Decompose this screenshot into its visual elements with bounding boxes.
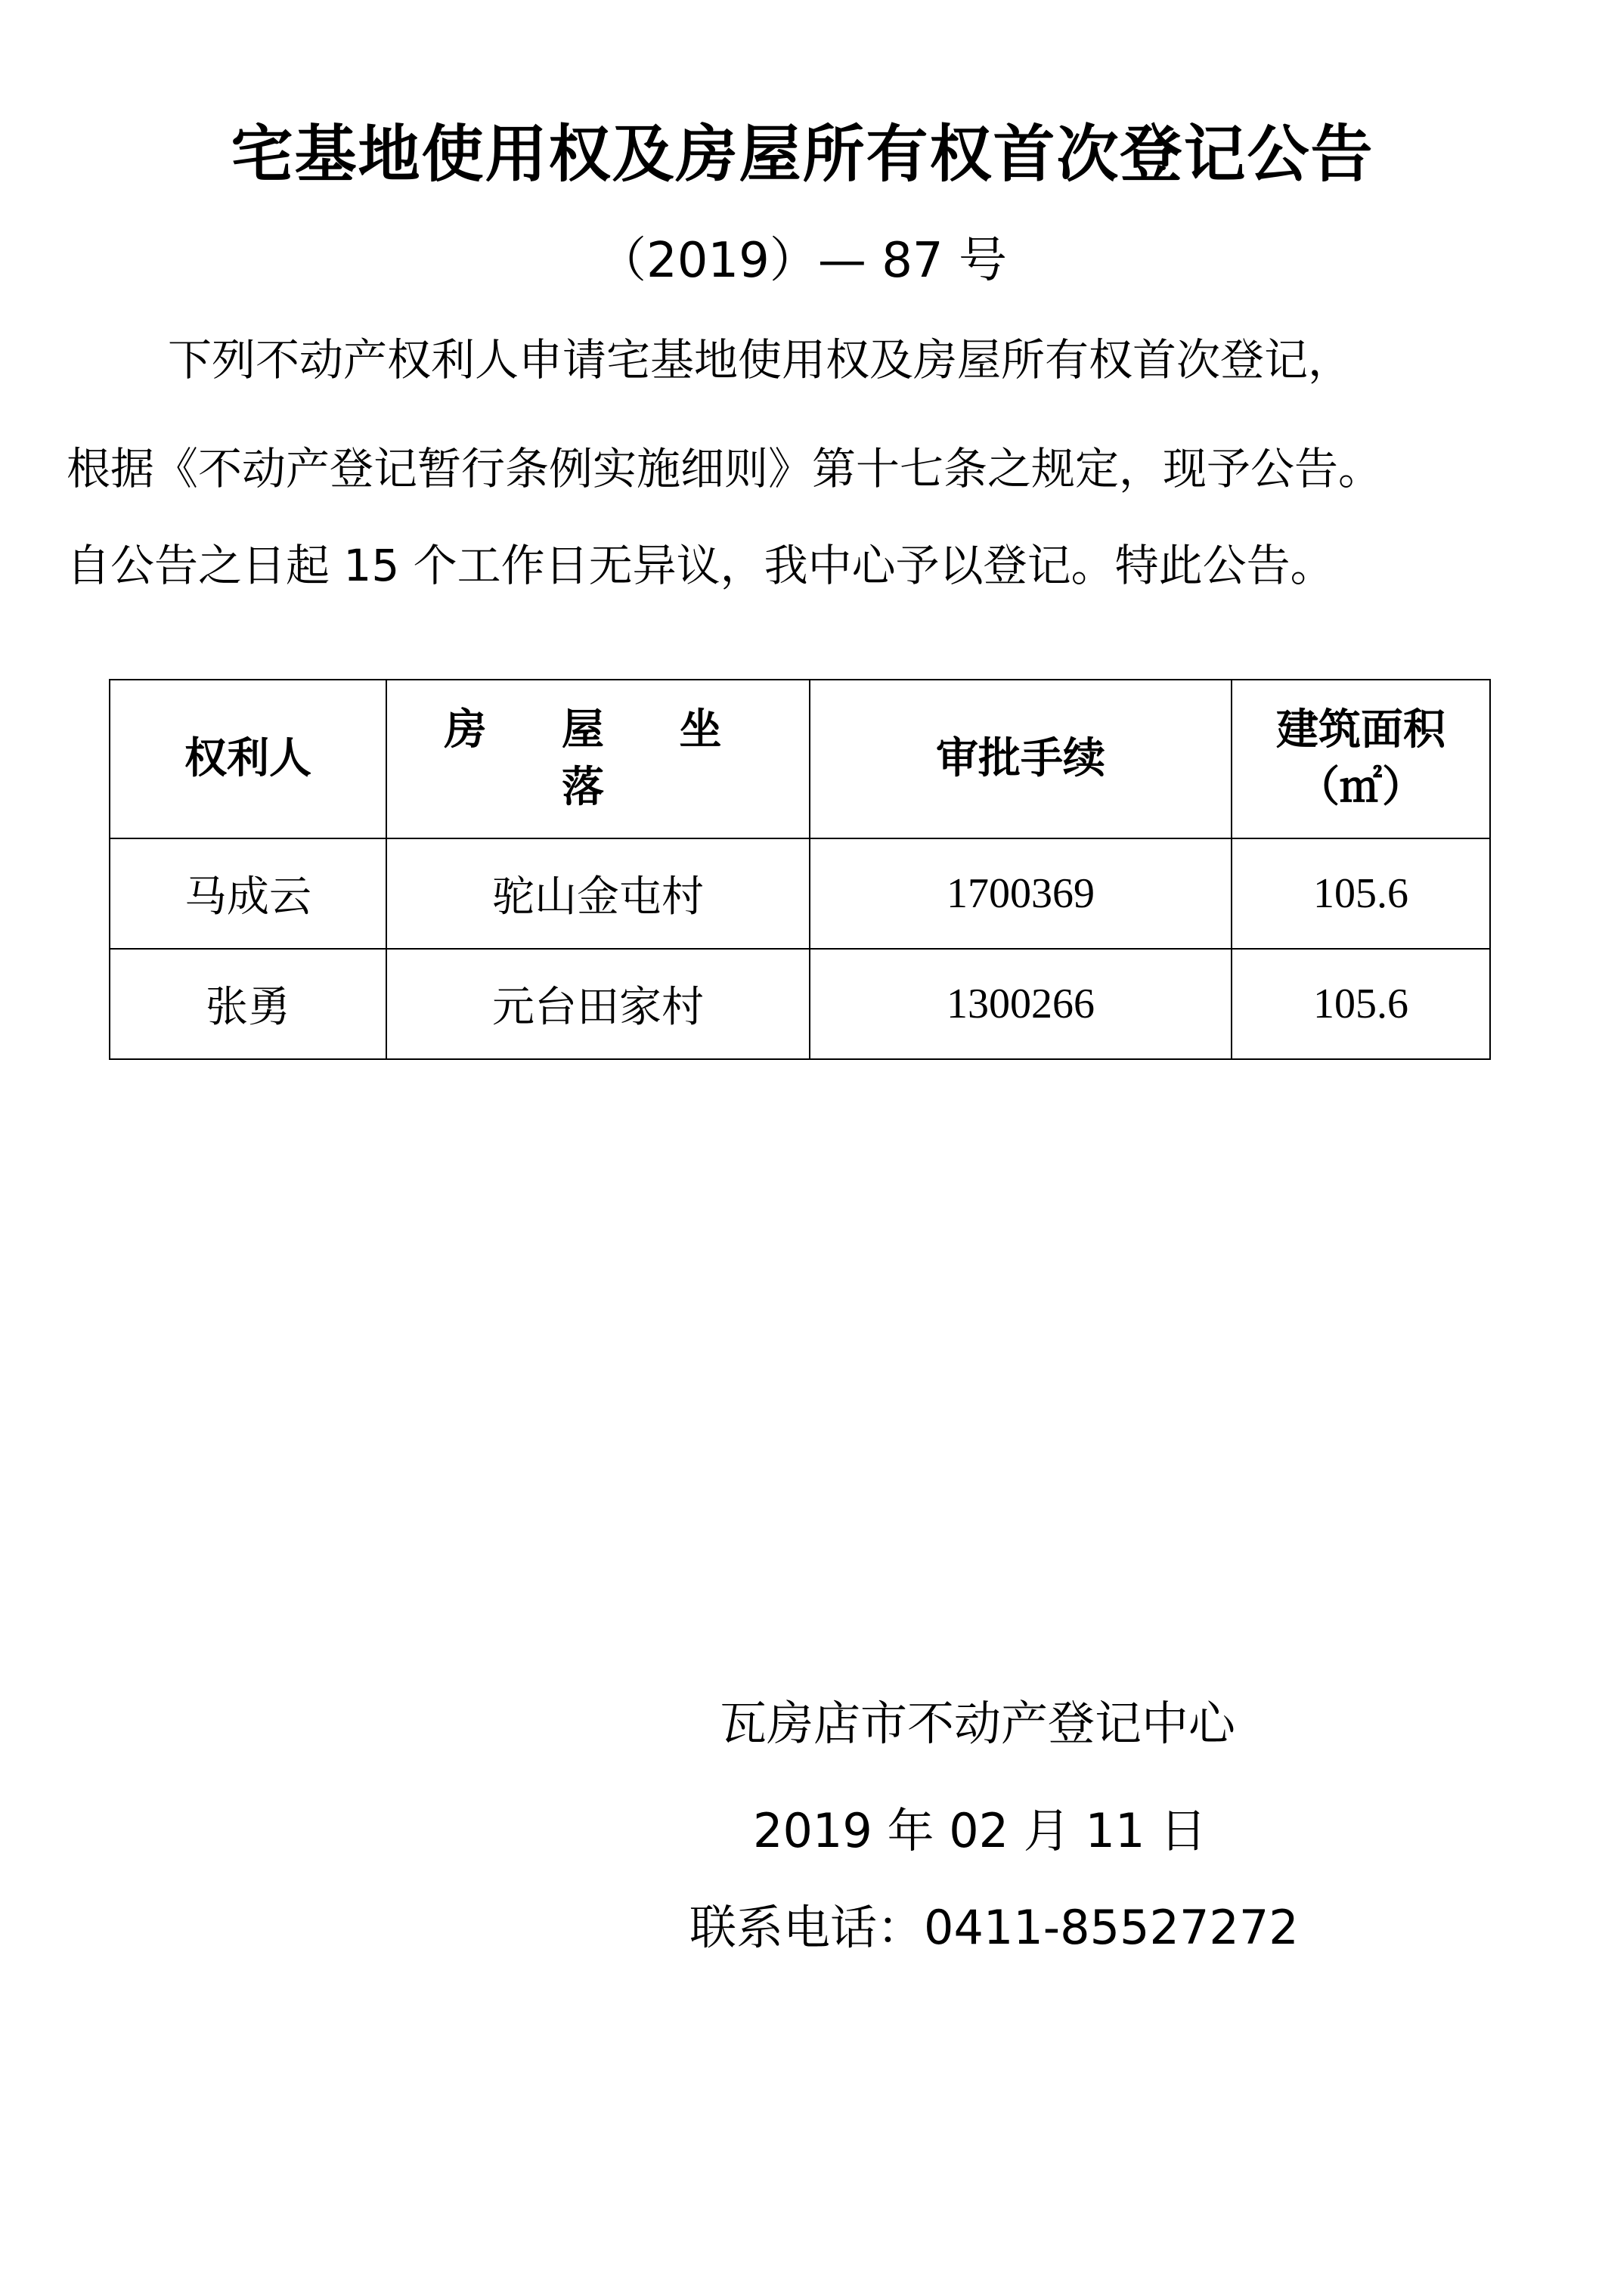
cell-location: 驼山金屯村 <box>386 838 810 949</box>
issuing-organization: 瓦房店市不动产登记中心 <box>720 1696 1236 1751</box>
cell-owner: 马成云 <box>110 838 386 949</box>
issue-date: 2019 年 02 月 11 日 <box>753 1803 1207 1858</box>
notice-paragraph-line-1: 下列不动产权利人申请宅基地使用权及房屋所有权首次登记， <box>168 334 1352 386</box>
cell-area: 105.6 <box>1232 949 1490 1059</box>
table-row <box>110 949 1490 1059</box>
header-owner: 权利人 <box>110 680 386 838</box>
cell-approval: 1700369 <box>810 838 1232 949</box>
contact-phone: 联系电话：0411-85527272 <box>689 1900 1299 1955</box>
header-area-label: 建筑面积 <box>1276 705 1445 754</box>
cell-location: 元台田家村 <box>386 949 810 1059</box>
cell-area: 105.6 <box>1232 838 1490 949</box>
header-area <box>1232 680 1490 838</box>
notice-number: （2019）— 87 号 <box>598 233 1007 289</box>
header-area-unit: （㎡） <box>1297 763 1424 812</box>
table-row <box>110 838 1490 949</box>
notice-title: 宅基地使用权及房屋所有权首次登记公告 <box>231 119 1374 191</box>
cell-owner: 张勇 <box>110 949 386 1059</box>
cell-approval: 1300266 <box>810 949 1232 1059</box>
notice-paragraph-line-3: 自公告之日起 15 个工作日无异议，我中心予以登记。特此公告。 <box>67 540 1334 591</box>
notice-paragraph-line-2: 根据《不动产登记暂行条例实施细则》第十七条之规定，现予公告。 <box>67 443 1383 494</box>
header-approval: 审批手续 <box>810 680 1232 838</box>
table-header-row <box>110 680 1490 838</box>
header-location: 房 屋 坐 落 <box>386 680 810 838</box>
registration-table <box>109 679 1491 1060</box>
